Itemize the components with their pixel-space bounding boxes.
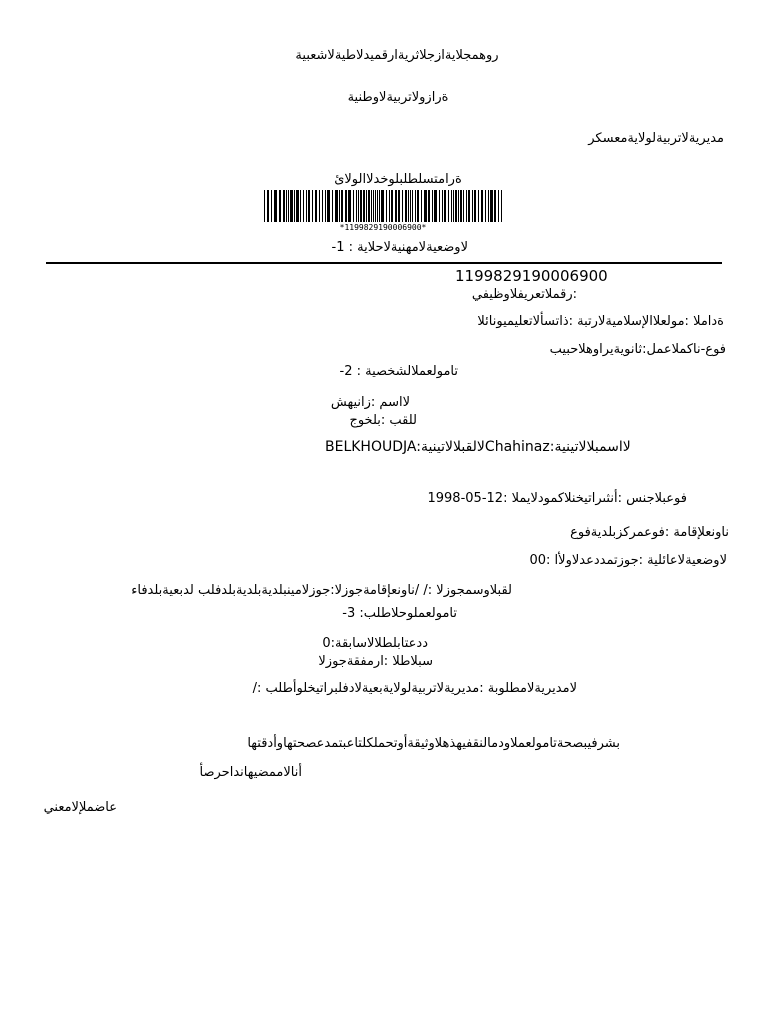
barcode-bar — [498, 190, 499, 222]
barcode-bar — [408, 190, 409, 222]
barcode-bar — [286, 190, 287, 222]
barcode-bar — [345, 190, 347, 222]
barcode-bar — [434, 190, 437, 222]
barcode-bar — [300, 190, 301, 222]
barcode-bar — [366, 190, 367, 222]
barcode-bar — [353, 190, 354, 222]
barcode-bar — [442, 190, 443, 222]
barcode-bar — [451, 190, 452, 222]
previous-requests: 0:ددعتابلطلالاسابقة — [322, 636, 428, 651]
barcode — [262, 190, 504, 232]
barcode-bar — [389, 190, 390, 222]
barcode-bar — [460, 190, 462, 222]
section3-title: -تامولعملوحلاطلب: 3 — [342, 606, 457, 621]
barcode-bar — [466, 190, 467, 222]
target-directorate: /: لامديريةلامطلوبة :مديريةلاتربيةلولايةبعيةلادفلبراتيخلوأطلب — [252, 681, 577, 696]
directorate-header: مديريةلاتربيةلولايةمعسكر — [588, 131, 724, 146]
barcode-bar — [428, 190, 430, 222]
barcode-bar — [312, 190, 313, 222]
barcode-bar — [303, 190, 304, 222]
last-name: للقب :بلخوج — [349, 413, 417, 428]
section1-title: -لاوضعيةلامهنيةلاحلاية : 1 — [331, 240, 468, 255]
barcode-bar — [415, 190, 416, 222]
barcode-bar — [308, 190, 310, 222]
barcode-bar — [481, 190, 483, 222]
barcode-bar — [448, 190, 449, 222]
registration-label: رقملاتعريفلاوظيفي: — [471, 287, 577, 302]
barcode-bar — [306, 190, 307, 222]
workplace: فوع-ناكملاعمل:ثانويةيراوهلاحبيب — [549, 342, 726, 357]
barcode-bar — [288, 190, 289, 222]
access-title: ةرامتسلطلبلوخدلاالولائ — [334, 172, 462, 187]
barcode-bar — [458, 190, 459, 222]
barcode-bar — [322, 190, 323, 222]
barcode-bar — [391, 190, 393, 222]
barcode-bar — [472, 190, 473, 222]
barcode-bar — [356, 190, 357, 222]
barcode-bar — [267, 190, 269, 222]
barcode-bar — [455, 190, 457, 222]
barcode-bar — [363, 190, 365, 222]
barcode-bar — [490, 190, 493, 222]
signer-label: عاضملإلامعني — [43, 800, 117, 815]
oath-statement: بشرفيبصحةتامولعملاودمالنقفيهذهلاوثيقةأوتحملكلتاعبتمدعصحتهاوأدقتها — [247, 736, 620, 751]
birth-info: فوعبلاجنس :أنثىراتيخنلاكمودلايملا :12-05-1998 — [427, 491, 687, 506]
republic-header: روهمجلايةازجلاثريةارقميدلاطيةلاشعبية — [295, 48, 499, 63]
barcode-bar — [339, 190, 340, 222]
barcode-bar — [315, 190, 317, 222]
family-status: لاوضعيةلاعائلية :جوزتمددعدلاولأا :00 — [529, 553, 727, 568]
barcode-bar — [335, 190, 338, 222]
barcode-bar — [332, 190, 333, 222]
registration-number: 1199829190006900 — [455, 267, 608, 285]
barcode-bar — [485, 190, 486, 222]
barcode-bar — [439, 190, 440, 222]
barcode-bar — [412, 190, 413, 222]
barcode-bar — [319, 190, 320, 222]
barcode-bar — [417, 190, 419, 222]
barcode-bar — [386, 190, 387, 222]
barcode-bar — [494, 190, 496, 222]
subject-rank: ةداملا :مولعلاالإسلاميةلارتبة :ذاتسألاتعليميونائلا — [477, 314, 724, 329]
signature-line: أنالاممضيهانداحرصأ — [199, 765, 302, 780]
barcode-bar — [402, 190, 403, 222]
spouse-info: لقبلاوسمجوزلا :/ /ناونعإقامةجوزلا:جوزلامينبلديةبلديةبلدفلب لدبعيةبلدفاء — [131, 583, 512, 598]
barcode-bar — [296, 190, 299, 222]
barcode-bar — [325, 190, 326, 222]
request-reason: سبلاطلا :ارمفقةجوزلا — [318, 654, 433, 669]
barcode-bar — [478, 190, 479, 222]
barcode-bar — [421, 190, 422, 222]
barcode-bar — [463, 190, 464, 222]
barcode-bar — [468, 190, 470, 222]
barcode-bar — [368, 190, 370, 222]
barcode-text: *1199829190006900* — [339, 223, 427, 232]
barcode-bar — [279, 190, 281, 222]
barcode-bar — [379, 190, 380, 222]
barcode-bar — [264, 190, 265, 222]
divider-line — [46, 262, 722, 264]
barcode-bar — [432, 190, 433, 222]
barcode-bar — [377, 190, 378, 222]
barcode-bar — [474, 190, 476, 222]
barcode-bar — [371, 190, 372, 222]
barcode-bar — [274, 190, 277, 222]
barcode-bar — [375, 190, 376, 222]
barcode-bar — [358, 190, 359, 222]
barcode-bar — [398, 190, 400, 222]
barcode-bar — [271, 190, 272, 222]
barcode-bar — [283, 190, 285, 222]
barcode-bar — [341, 190, 343, 222]
first-name: لااسم :زانيهش — [330, 395, 410, 410]
barcode-bar — [453, 190, 454, 222]
latin-names: BELKHOUDJA:لالقبلالاتينيةChahinaz:لااسمبلالاتينية — [325, 439, 631, 455]
barcode-bar — [373, 190, 374, 222]
barcode-bar — [395, 190, 397, 222]
ministry-header: ةرازولاتربيةلاوطنية — [347, 90, 449, 105]
barcode-bar — [348, 190, 351, 222]
barcode-bar — [444, 190, 446, 222]
barcode-bar — [381, 190, 384, 222]
barcode-bar — [327, 190, 330, 222]
barcode-bar — [424, 190, 427, 222]
barcode-bar — [290, 190, 293, 222]
section2-title: -تامولعملالشخصية : 2 — [339, 364, 458, 379]
barcode-bar — [405, 190, 407, 222]
barcode-bar — [488, 190, 489, 222]
barcode-bar — [501, 190, 502, 222]
barcode-bar — [360, 190, 362, 222]
barcode-bar — [410, 190, 411, 222]
residence: ناونعلإقامة :فوعمركزبلديةفوع — [570, 525, 729, 540]
barcode-bar — [294, 190, 295, 222]
